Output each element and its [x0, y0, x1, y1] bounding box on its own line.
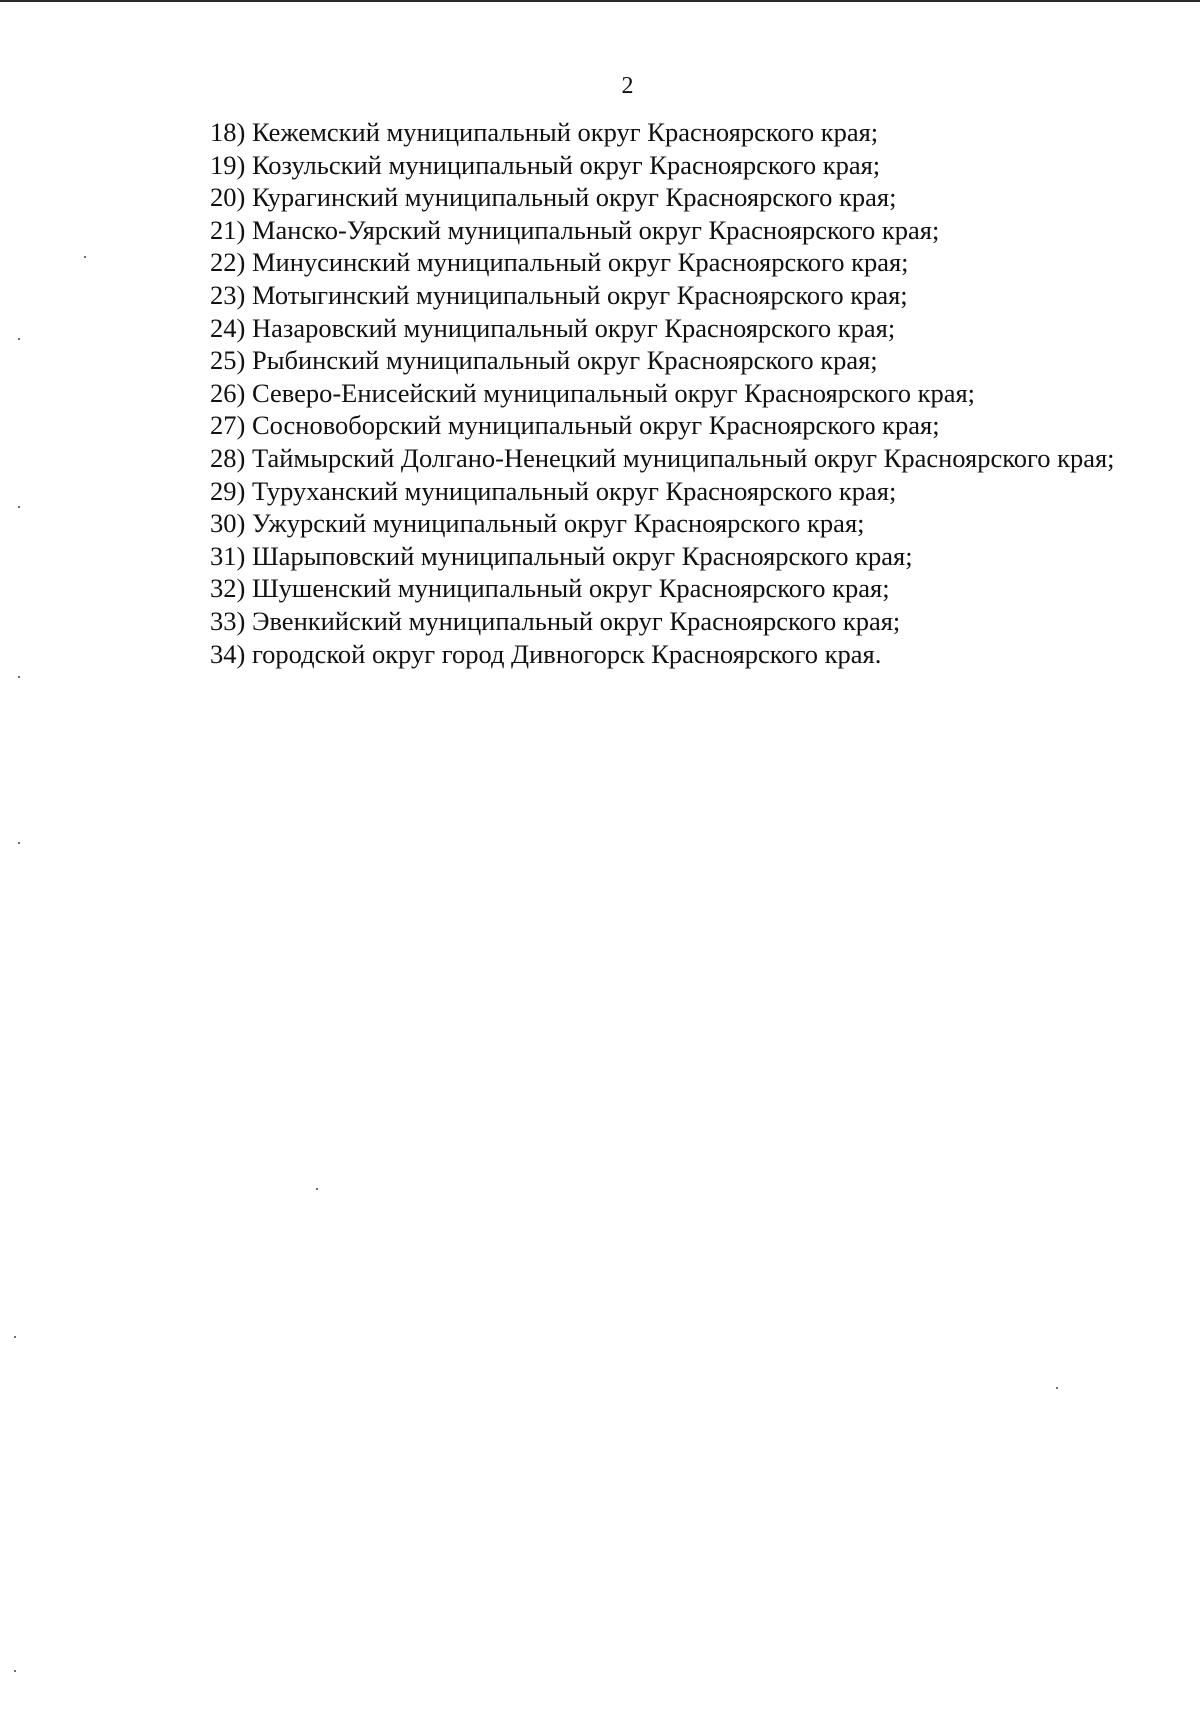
district-list [140, 116, 1140, 670]
scan-speck [316, 1188, 318, 1190]
scan-speck [18, 676, 20, 678]
scan-speck [14, 1670, 16, 1672]
list-item: 32) Шушенский муниципальный округ Красноярского края; [210, 573, 890, 604]
list-item: 21) Манско-Уярский муниципальный округ Красноярского края; [210, 214, 940, 245]
list-item: 28) Таймырский Долгано-Ненецкий муниципальный округ Красноярского края; [210, 442, 1115, 473]
list-item: 23) Мотыгинский муниципальный округ Красноярского края; [210, 279, 908, 310]
page-number: 2 [621, 73, 634, 99]
list-item: 20) Курагинский муниципальный округ Красноярского края; [210, 182, 897, 213]
scan-speck [18, 842, 20, 844]
list-item: 30) Ужурский муниципальный округ Красноярского края; [210, 508, 865, 539]
scan-speck [14, 1336, 16, 1338]
scan-speck [18, 506, 20, 508]
list-item: 26) Северо-Енисейский муниципальный округ Красноярского края; [210, 377, 976, 408]
scan-speck [18, 338, 20, 340]
list-item: 33) Эвенкийский муниципальный округ Красноярского края; [210, 605, 901, 636]
list-item: 27) Сосновоборский муниципальный округ Красноярского края; [210, 410, 940, 441]
list-item: 31) Шарыповский муниципальный округ Красноярского края; [210, 540, 913, 571]
list-item: 24) Назаровский муниципальный округ Красноярского края; [210, 312, 896, 343]
scan-speck [84, 256, 86, 258]
scan-speck [1056, 1387, 1058, 1389]
list-item: 22) Минусинский муниципальный округ Красноярского края; [210, 247, 909, 278]
list-item: 18) Кежемский муниципальный округ Красноярского края; [210, 117, 879, 147]
list-item: 19) Козульский муниципальный округ Красноярского края; [210, 149, 881, 180]
list-item: 29) Туруханский муниципальный округ Красноярского края; [210, 475, 897, 506]
page-top-edge [0, 0, 1200, 2]
list-item: 25) Рыбинский муниципальный округ Красноярского края; [210, 345, 878, 376]
list-item: 34) городской округ город Дивногорск Красноярского края. [210, 638, 882, 669]
